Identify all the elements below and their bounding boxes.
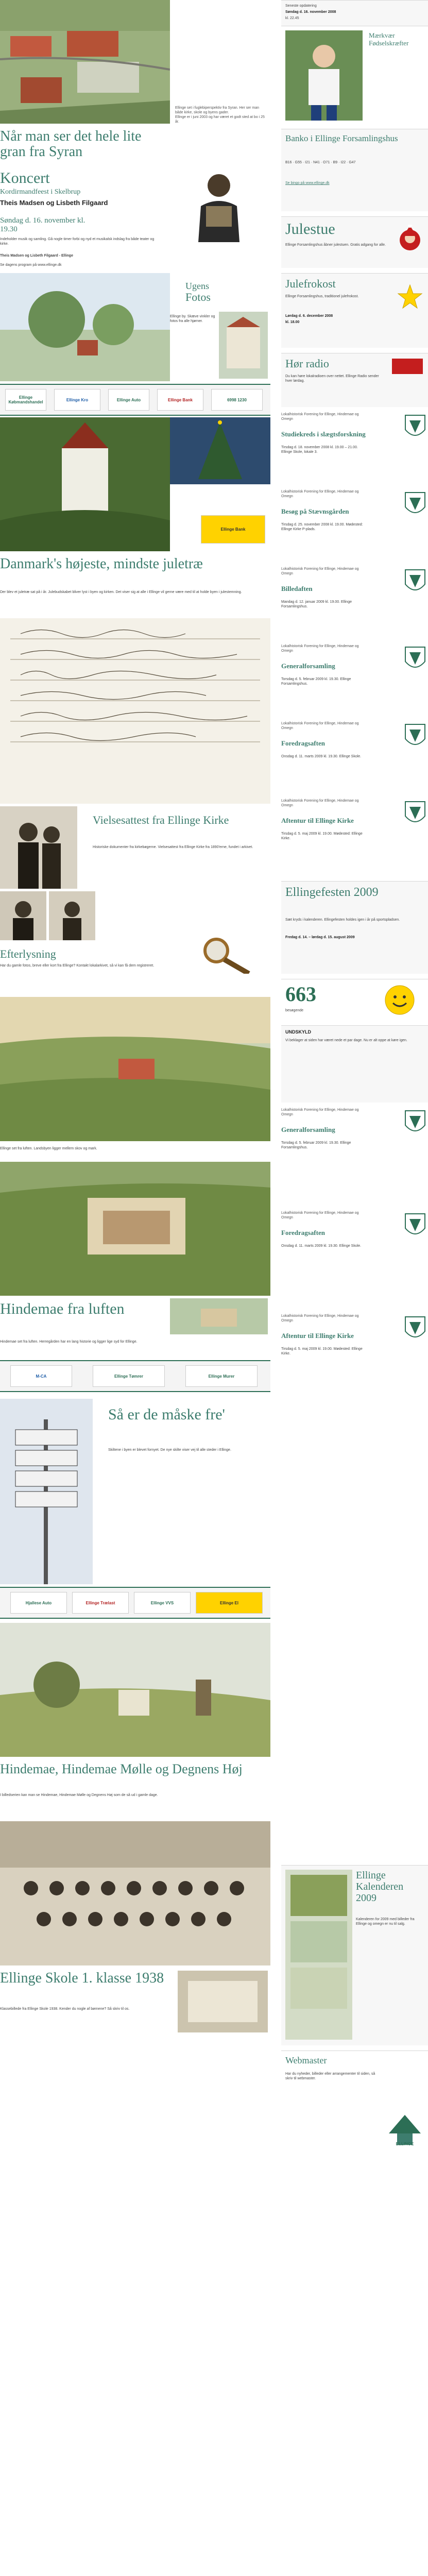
lunch-body: Ellinge Forsamlingshus, traditionel julefrokost. (285, 295, 359, 298)
manor-thumb (170, 1298, 268, 1334)
notice-title: UNDSKYLD (285, 1030, 312, 1035)
christmas-box (281, 216, 428, 268)
webmaster-body: Har du nyheder, billeder eller arrangementer til siden, så skriv til webmaster. (285, 2072, 375, 2080)
concert-footer: Se dagens program på www.ellinge.dk (0, 263, 62, 267)
sponsor-4[interactable]: Ellinge Bank (157, 389, 203, 411)
event-info: Tirsdag d. 18. november 2008 kl. 19.00 – 21.00. Ellinge Skole, lokale 3. (281, 446, 358, 454)
event-item[interactable] (281, 799, 428, 875)
event-label: Lokalhistorisk Forening for Ellinge, Hindemae og Omegn (281, 1314, 359, 1323)
right-column (281, 0, 428, 2576)
event-info: Onsdag d. 11. marts 2009 kl. 19.30. Ellinge Skole. (281, 755, 362, 758)
crest-icon (404, 1316, 426, 1343)
sponsor-9[interactable]: Hjallese Auto (10, 1592, 67, 1614)
crest-icon (404, 1213, 426, 1240)
event-label: Lokalhistorisk Forening for Ellinge, Hindemae og Omegn (281, 722, 359, 730)
crest-icon (404, 801, 426, 827)
sponsor-12[interactable]: Ellinge El (196, 1592, 263, 1614)
counter-box (281, 979, 428, 1020)
sponsor-band-3 (0, 1587, 270, 1619)
mill-body: I billedserien kan man se Hindemae, Hindemae Mølle og Degnens Høj som de så ud i gamle dage. (0, 1793, 158, 1797)
radio-title: Hør radio (285, 357, 329, 370)
genealogy-body: Historiske dokumenter fra kirkebøgerne. Vielsesattest fra Ellinge Kirke fra 1890'erne, fundet i arkivet. (93, 845, 253, 849)
smiley-icon (384, 985, 415, 1015)
concert-credit: Theis Madsen og Lisbeth Filgaard - Ellinge (0, 254, 73, 258)
visitor-count-label: besøgende (285, 1009, 304, 1012)
fotos-photo-right (219, 312, 268, 379)
crest-icon (404, 646, 426, 673)
crest-icon (404, 723, 426, 750)
webmaster-title: Webmaster (285, 2055, 327, 2065)
update-date: Søndag d. 16. november 2008 (285, 10, 336, 14)
crest-icon (404, 414, 426, 441)
calendar-body: Kalenderen for 2009 med billeder fra Ellinge og omegn er nu til salg. (356, 1918, 415, 1926)
christmas-title: Julestue (285, 221, 335, 238)
calendar-title: Ellinge Kalenderen 2009 (356, 1870, 404, 1904)
event-title: Aftentur til Ellinge Kirke (281, 817, 354, 824)
event-item[interactable] (281, 412, 428, 488)
signs-body: Skiltene i byen er blevet fornyet. De nye skilte viser vej til alle steder i Ellinge. (108, 1448, 231, 1452)
radio-body: Du kan høre lokalradioen over nettet. Ellinge Radio sender hver lørdag. (285, 375, 379, 383)
event-info: Mandag d. 12. januar 2009 kl. 19.00. Ellinge Forsamlingshus. (281, 600, 352, 608)
magnifier-icon (196, 933, 258, 974)
ellinge-logo-text: ELLINGE (396, 2142, 414, 2146)
sponsor-1[interactable]: Ellinge Købmandshandel (5, 389, 46, 411)
update-label: Seneste opdatering (285, 4, 317, 8)
event-list (281, 412, 428, 876)
update-time: kl. 22.45 (285, 16, 299, 20)
event-info: Torsdag d. 5. februar 2009 kl. 19.30. Ellinge Forsamlingshus. (281, 1141, 351, 1149)
school-title: Ellinge Skole 1. klasse 1938 (0, 1970, 164, 1986)
concert-body: Indeholder musik og samling. Gå nogle timer forbi og nyd et musikalsk indslag fra både teater og kirke. (0, 238, 155, 246)
ellinge-logo (387, 2113, 423, 2149)
document-scan (0, 618, 270, 804)
event-label: Lokalhistorisk Forening for Ellinge, Hindemae og Omegn (281, 490, 359, 498)
lunch-time: kl. 18.00 (285, 320, 300, 324)
fotos-photo-left (0, 273, 170, 381)
fotos-caption: Ellinge by. Skæve vinkler og fotos fra alle hjørner. (170, 315, 215, 323)
event-title: Besøg på Stævnsgården (281, 507, 349, 515)
school-thumb (178, 1971, 268, 2032)
concert-subtitle: Kordirmandfeest i Skelbrup (0, 188, 81, 196)
search-title: Efterlysning (0, 947, 56, 960)
event-label: Lokalhistorisk Forening for Ellinge, Hindemae og Omegn (281, 1211, 359, 1219)
lunch-box (281, 273, 428, 348)
party-title: Ellingefesten 2009 (285, 886, 379, 899)
event-label: Lokalhistorisk Forening for Ellinge, Hindemae og Omegn (281, 645, 359, 653)
portrait-couple (0, 806, 77, 889)
party-body: Sæt kryds i kalenderen. Ellingefesten holdes igen i år på sportspladsen. (285, 918, 400, 922)
notice-box (281, 1025, 428, 1103)
event-title: Generalforsamling (281, 662, 335, 670)
notice-body: Vi beklager at siden har været nede et par dage. Nu er alt oppe at køre igen. (285, 1039, 407, 1042)
star-icon (397, 284, 423, 310)
genealogy-title: Vielsesattest fra Ellinge Kirke (93, 814, 229, 826)
concert-date: Søndag d. 16. november kl. 19.30 (0, 216, 85, 233)
party-box (281, 881, 428, 974)
sponsor-band-1 (0, 384, 270, 416)
radio-logo-icon[interactable] (392, 359, 423, 374)
sponsor-3[interactable]: Ellinge Auto (108, 389, 149, 411)
fotos-prefix: Ugens (185, 281, 209, 291)
player-box (281, 26, 428, 124)
church-sponsor[interactable]: Ellinge Bank (201, 515, 265, 544)
sponsor-10[interactable]: Ellinge Trælast (72, 1592, 129, 1614)
school-body: Klassebillede fra Ellinge Skole 1938. Kender du nogle af børnene? Så skriv til os. (0, 2007, 130, 2011)
webmaster-box (281, 2050, 428, 2154)
signs-title: Så er de måske fre' (108, 1406, 225, 1423)
bingo-link[interactable]: Se bingo på www.ellinge.dk (285, 181, 330, 185)
player-photo (285, 30, 363, 121)
event-info: Torsdag d. 5. februar 2009 kl. 19.30. Ellinge Forsamlingshus. (281, 677, 351, 686)
event-list-2 (281, 1108, 428, 1958)
event-item[interactable] (281, 1314, 428, 1390)
calendar-photo (285, 1870, 352, 2040)
event-item[interactable] (281, 1108, 428, 1184)
mill-photo (0, 1623, 270, 1757)
bingo-box (281, 129, 428, 211)
sponsor-band-2 (0, 1360, 270, 1392)
hero-photo (0, 0, 170, 124)
sponsor-8[interactable]: Ellinge Murer (185, 1365, 258, 1387)
santa-icon (397, 225, 423, 256)
event-item[interactable] (281, 721, 428, 798)
crest-icon (404, 492, 426, 518)
update-box (281, 0, 428, 26)
next-event-title: Mærkvær Fødselskræfter (369, 31, 409, 47)
event-title: Billedaften (281, 585, 313, 592)
hero-caption-text: Ellinge set i fuglebiperspektiv fra Syran. Her ser man både kirke, skole og byens gader. (175, 106, 260, 114)
fotos-title: Fotos (185, 291, 211, 303)
manor-photo (0, 1162, 270, 1296)
church-title: Danmark's højeste, mindste juletræ (0, 556, 203, 572)
event-label: Lokalhistorisk Forening for Ellinge, Hindemae og Omegn (281, 567, 359, 575)
event-label: Lokalhistorisk Forening for Ellinge, Hindemae og Omegn (281, 413, 359, 421)
event-info: Onsdag d. 11. marts 2009 kl. 19.30. Ellinge Skole. (281, 1244, 362, 1248)
sponsor-7[interactable]: Ellinge Tømrer (93, 1365, 165, 1387)
bingo-numbers: B16 · G55 · I21 · N41 · O71 · B9 · I22 · G47 (285, 161, 356, 164)
mill-title: Hindemae, Hindemae Mølle og Degnens Høj (0, 1761, 243, 1776)
signs-photo (0, 1399, 93, 1584)
concert-performers: Theis Madsen og Lisbeth Filgaard (0, 199, 108, 207)
landscape-photo (0, 997, 270, 1141)
hero-caption-text-2: Ellinge er i juni 2003 og har været et godt sted at bo i 25 år. (175, 115, 265, 124)
church-photo-right (170, 417, 270, 484)
event-info: Tirsdag d. 25. november 2008 kl. 19.00. Mødested: Ellinge Kirke P-plads. (281, 523, 363, 531)
visitor-count: 663 (285, 982, 316, 1006)
crest-icon (404, 1110, 426, 1137)
church-photo-left (0, 417, 170, 551)
event-item[interactable] (281, 644, 428, 720)
party-date: Fredag d. 14. – lørdag d. 15. august 2009 (285, 936, 355, 939)
landscape-caption: Ellinge set fra luften. Landsbyen ligger mellem skov og mark. (0, 1147, 97, 1150)
event-info: Tirsdag d. 5. maj 2009 kl. 19.00. Mødested: Ellinge Kirke. (281, 1347, 363, 1355)
event-title: Aftentur til Ellinge Kirke (281, 1332, 354, 1340)
event-title: Studiekreds i slægtsforskning (281, 430, 366, 438)
school-photo (0, 1821, 270, 1965)
event-info: Tirsdag d. 5. maj 2009 kl. 19.00. Mødested: Ellinge Kirke. (281, 832, 363, 840)
sponsor-6[interactable]: M-CA (10, 1365, 72, 1387)
event-item[interactable] (281, 489, 428, 566)
concert-photo (170, 165, 268, 242)
search-body: Har du gamle fotos, breve eller kort fra Ellinge? Kontakt lokalarkivet, så vi kan få dem registreret. (0, 964, 155, 968)
crest-icon (404, 569, 426, 596)
event-title: Generalforsamling (281, 1126, 335, 1133)
portrait-woman (49, 891, 95, 940)
bingo-title: Banko i Ellinge Forsamlingshus (285, 133, 398, 143)
calendar-box (281, 1865, 428, 2045)
manor-title: Hindemae fra luften (0, 1300, 125, 1317)
portrait-man (0, 891, 46, 940)
event-label: Lokalhistorisk Forening for Ellinge, Hindemae og Omegn (281, 1108, 359, 1116)
christmas-body: Ellinge Forsamlingshus åbner julestuen. Gratis adgang for alle. (285, 243, 386, 247)
hero-title: Når man ser det hele lite gran fra Syran (0, 128, 142, 160)
sponsor-2[interactable]: Ellinge Kro (54, 389, 100, 411)
event-item[interactable] (281, 567, 428, 643)
hero-caption (175, 106, 268, 124)
radio-box (281, 353, 428, 407)
event-item[interactable] (281, 1211, 428, 1287)
lunch-title: Julefrokost (285, 277, 336, 290)
event-title: Foredragsaften (281, 739, 325, 747)
church-body: Der blev et juletræ sat på i år. Julebudskabet bliver lyst i byen og kirken. Det viser sig at alle i Ellinge vil gerne være med til at holde byen i julestemning. (0, 590, 242, 594)
sponsor-11[interactable]: Ellinge VVS (134, 1592, 191, 1614)
concert-title: Koncert (0, 170, 50, 187)
event-title: Foredragsaften (281, 1229, 325, 1236)
event-label: Lokalhistorisk Forening for Ellinge, Hindemae og Omegn (281, 799, 359, 807)
sponsor-5[interactable]: 6998 1230 (211, 389, 263, 411)
manor-caption: Hindemae set fra luften. Herregården har en lang historie og ligger lige syd for Ellinge. (0, 1340, 138, 1344)
lunch-date: Lørdag d. 6. december 2008 (285, 314, 333, 318)
